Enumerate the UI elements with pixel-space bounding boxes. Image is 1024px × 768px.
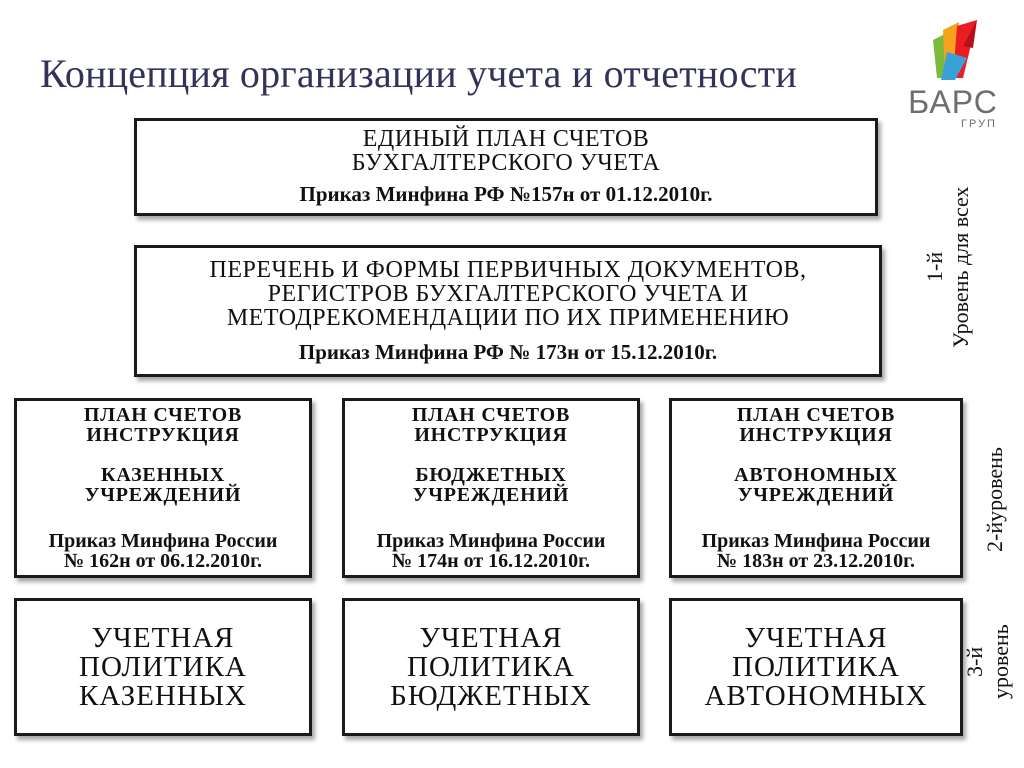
box-text-line: УЧЕТНАЯ (91, 621, 235, 654)
order-reference: Приказ Минфина РФ №157н от 01.12.2010г. (299, 182, 713, 206)
order-reference: № 174н от 16.12.2010г. (391, 550, 590, 572)
box-text-line: БЮДЖЕТНЫХ (390, 679, 592, 712)
box-text-line: АВТОНОМНЫХ (704, 679, 928, 712)
page-title: Концепция организации учета и отчетности (40, 51, 797, 96)
box-heading-line: БУХГАЛТЕРСКОГО УЧЕТА (351, 150, 661, 176)
institution-type-line: УЧРЕЖДЕНИЙ (737, 484, 895, 506)
box-text-line: ИНСТРУКЦИЯ (86, 424, 240, 446)
level-1-caption: Уровень для всех (948, 186, 973, 348)
order-reference: Приказ Минфина России (48, 530, 278, 552)
avtonomnye-instruction-box (669, 398, 963, 578)
box-text-line: ПЛАН СЧЕТОВ (411, 404, 571, 426)
kazennye-policy-box (14, 598, 312, 736)
box-heading-line: ЕДИНЫЙ ПЛАН СЧЕТОВ (362, 126, 650, 152)
level-1-number: 1-й (922, 251, 947, 283)
byudzhetnye-policy-box (342, 598, 640, 736)
box-text-line: УЧЕТНАЯ (744, 621, 888, 654)
box-text-line: ИНСТРУКЦИЯ (414, 424, 568, 446)
box-heading-line: РЕГИСТРОВ БУХГАЛТЕРСКОГО УЧЕТА И (267, 280, 749, 307)
order-reference: Приказ Минфина РФ № 173н от 15.12.2010г. (298, 339, 718, 364)
kazennye-instruction-box (14, 398, 312, 578)
level-3-number: 3-й (962, 646, 987, 678)
box-text-line: УЧЕТНАЯ (419, 621, 563, 654)
order-reference: № 183н от 23.12.2010г. (716, 550, 915, 572)
box-heading-line: ПЕРЕЧЕНЬ И ФОРМЫ ПЕРВИЧНЫХ ДОКУМЕНТОВ, (209, 256, 807, 283)
institution-type-line: УЧРЕЖДЕНИЙ (412, 484, 570, 506)
primary-documents-box (134, 245, 882, 377)
order-reference: № 162н от 06.12.2010г. (63, 550, 262, 572)
order-reference: Приказ Минфина России (376, 530, 606, 552)
institution-type-line: КАЗЕННЫХ (101, 464, 225, 486)
level-2-caption: 2-йуровень (982, 447, 1007, 553)
box-text-line: ПОЛИТИКА (732, 650, 900, 683)
logo-wordmark: БАРС (908, 84, 998, 120)
institution-type-line: БЮДЖЕТНЫХ (415, 464, 567, 486)
level-2-label (982, 430, 1012, 570)
byudzhetnye-instruction-box (342, 398, 640, 578)
level-1-label (922, 172, 980, 362)
box-text-line: КАЗЕННЫХ (79, 679, 247, 712)
box-heading-line: МЕТОДРЕКОМЕНДАЦИИ ПО ИХ ПРИМЕНЕНИЮ (226, 304, 790, 331)
institution-type-line: УЧРЕЖДЕНИЙ (84, 484, 242, 506)
box-text-line: ПОЛИТИКА (407, 650, 575, 683)
box-text-line: ПОЛИТИКА (79, 650, 247, 683)
bars-logo (903, 18, 1003, 128)
bars-logo-mark-icon (903, 18, 1003, 86)
logo-subtitle: ГРУП (961, 118, 997, 130)
box-text-line: ПЛАН СЧЕТОВ (83, 404, 243, 426)
institution-type-line: АВТОНОМНЫХ (734, 464, 898, 486)
level-3-caption: уровень (988, 624, 1013, 700)
level-3-label (962, 612, 1018, 712)
box-text-line: ПЛАН СЧЕТОВ (736, 404, 896, 426)
unified-chart-of-accounts-box (134, 118, 878, 216)
avtonomnye-policy-box (669, 598, 963, 736)
box-text-line: ИНСТРУКЦИЯ (739, 424, 893, 446)
order-reference: Приказ Минфина России (701, 530, 931, 552)
